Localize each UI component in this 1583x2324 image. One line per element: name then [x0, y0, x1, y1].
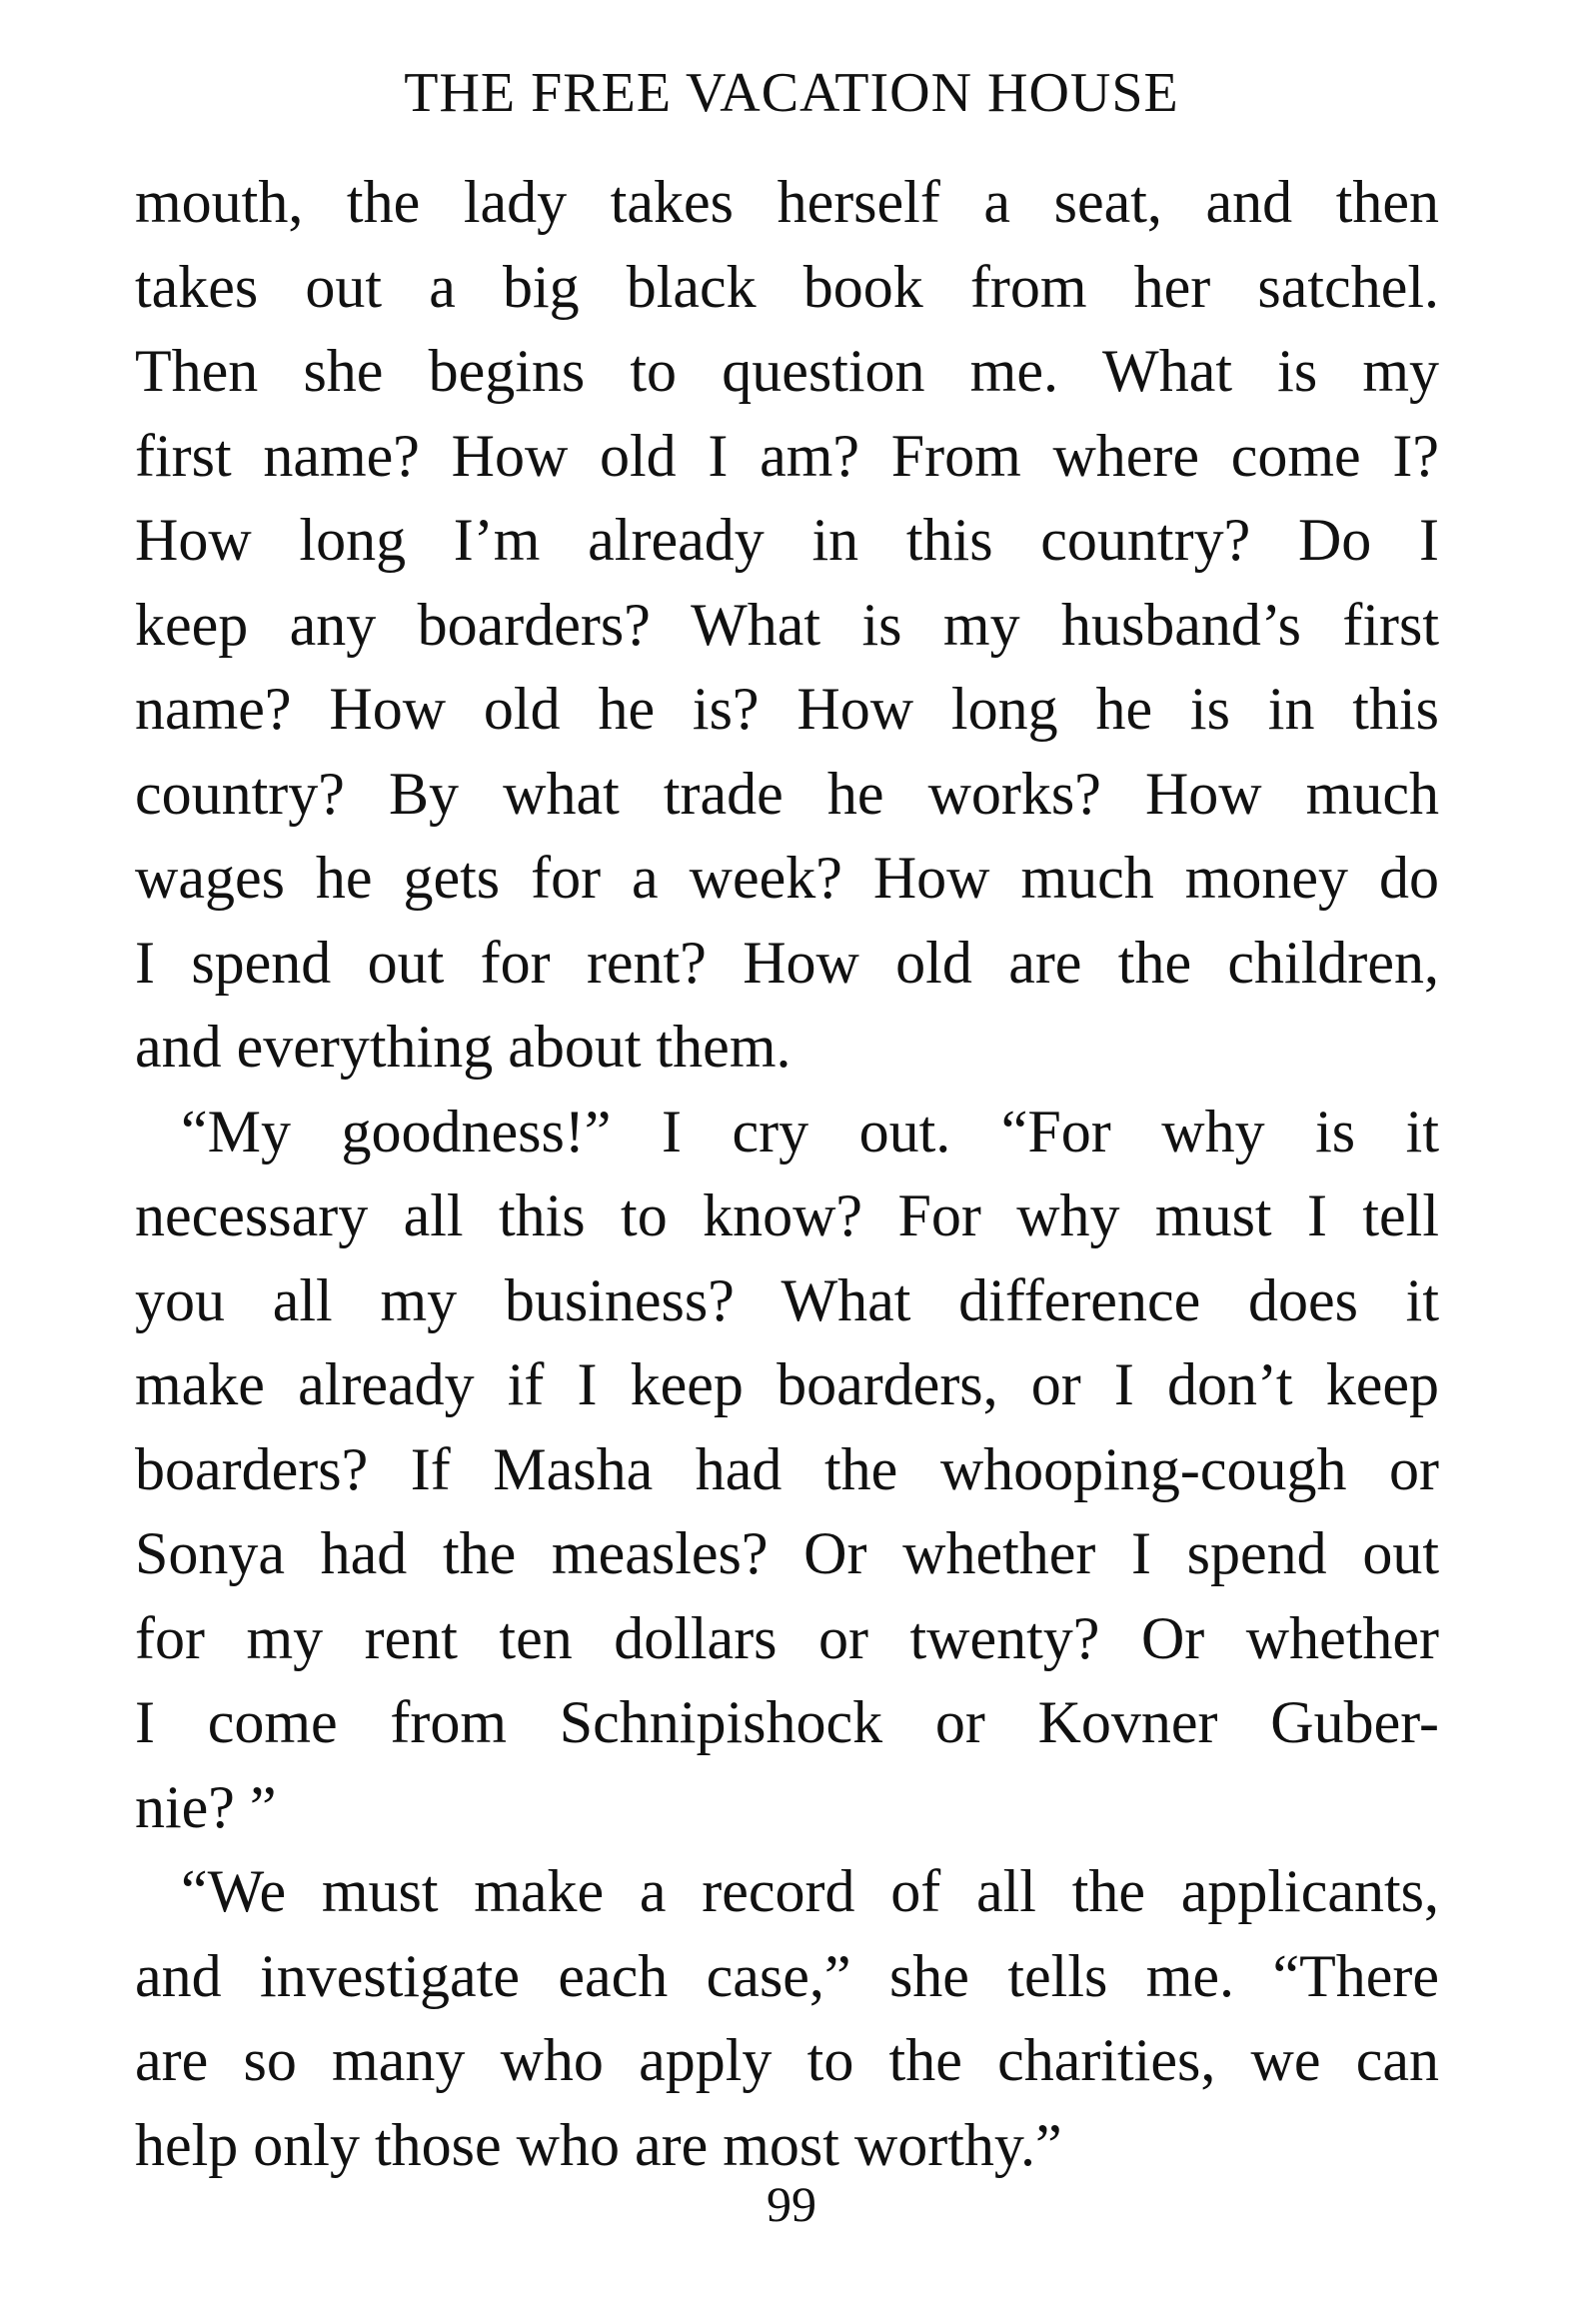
- text-line: “My goodness!” I cry out. “For why is it: [181, 1098, 1439, 1164]
- text-line: country? By what trade he works? How much: [135, 760, 1439, 827]
- text-line: you all my business? What difference does it: [135, 1266, 1439, 1333]
- text-line: and investigate each case,” she tells me. “There: [135, 1942, 1439, 2009]
- text-line: name? How old he is? How long he is in this: [135, 676, 1439, 742]
- text-line: wages he gets for a week? How much money do: [135, 845, 1439, 911]
- text-line: “We must make a record of all the applicants,: [181, 1858, 1439, 1924]
- text-line: boarders? If Masha had the whooping-cough or: [135, 1435, 1439, 1502]
- text-line: I spend out for rent? How old are the children,: [135, 929, 1439, 996]
- text-line: are so many who apply to the charities, we can: [135, 2027, 1439, 2093]
- text-line: necessary all this to know? For why must I tell: [135, 1182, 1439, 1248]
- text-line: takes out a big black book from her satchel.: [135, 253, 1439, 320]
- text-line: nie? ”: [135, 1773, 277, 1840]
- text-line: and everything about them.: [135, 1014, 792, 1080]
- text-line: Sonya had the measles? Or whether I spend out: [135, 1520, 1439, 1586]
- text-line: for my rent ten dollars or twenty? Or whether: [135, 1604, 1439, 1671]
- text-line: make already if I keep boarders, or I don’t keep: [135, 1351, 1439, 1417]
- text-line: mouth, the lady takes herself a seat, and then: [135, 169, 1439, 235]
- text-line: How long I’m already in this country? Do I: [135, 507, 1439, 573]
- text-line: first name? How old I am? From where come I?: [135, 422, 1439, 489]
- text-line: I come from Schnipishock or Kovner Guber-: [135, 1689, 1439, 1755]
- page-number: 99: [767, 2176, 816, 2232]
- text-line: keep any boarders? What is my husband’s first: [135, 591, 1439, 658]
- body-text: [135, 160, 1439, 2187]
- text-line: Then she begins to question me. What is my: [135, 338, 1439, 404]
- text-line: help only those who are most worthy.”: [135, 2111, 1062, 2178]
- running-head: THE FREE VACATION HOUSE: [404, 62, 1179, 124]
